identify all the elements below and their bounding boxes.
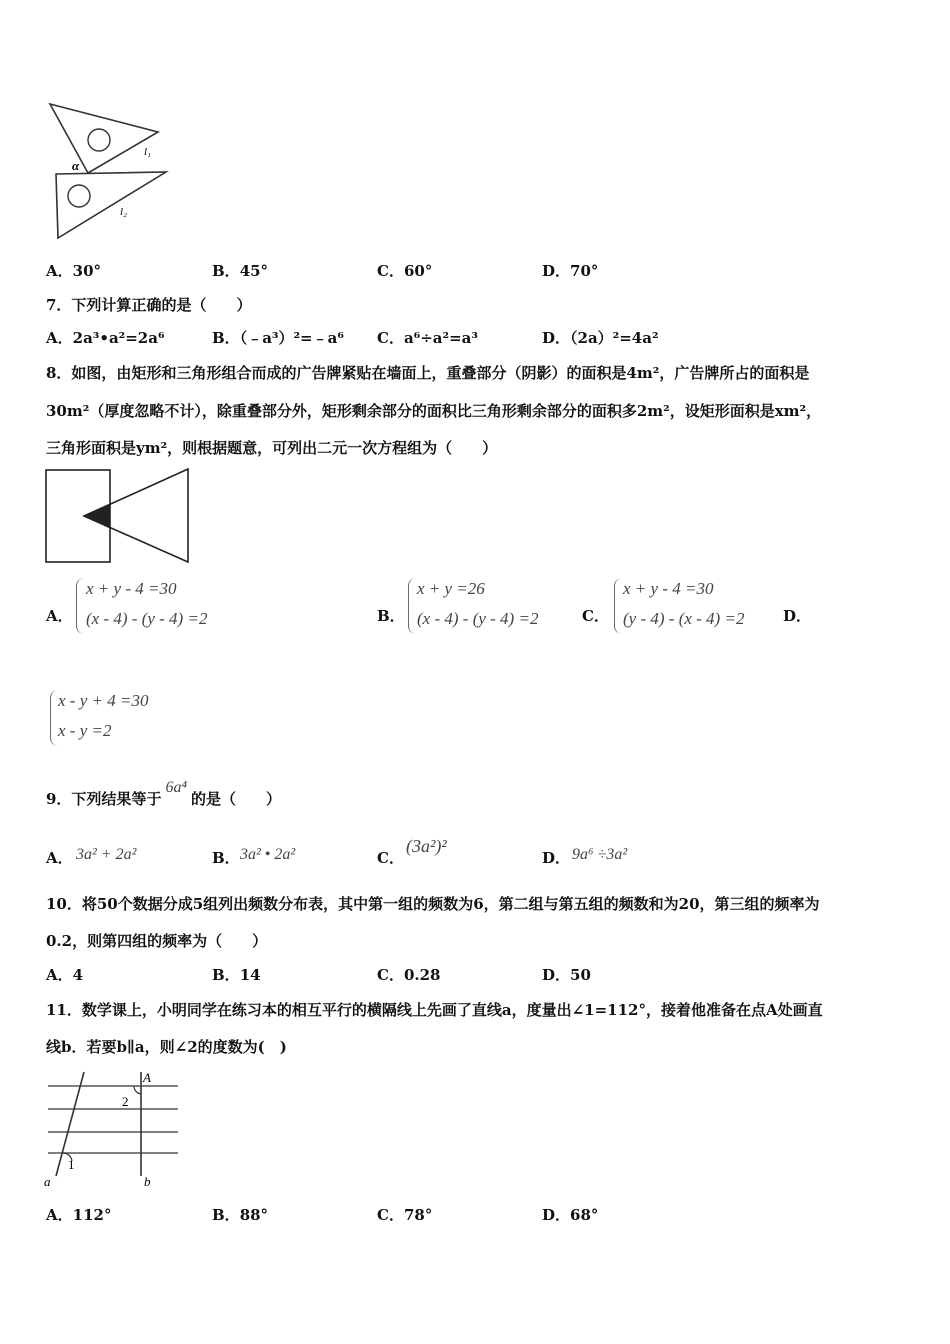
- q8-option-b-eq1: x + y =26: [417, 579, 485, 598]
- q9-option-a-expr: 3a² + 2a²: [76, 846, 137, 863]
- q11-label-a: a: [44, 1174, 51, 1189]
- option-text: 112°: [72, 1206, 112, 1224]
- q7-option-b[interactable]: [212, 328, 344, 348]
- option-text: 68°: [570, 1206, 599, 1224]
- option-text: 45°: [239, 262, 269, 280]
- q11-angle-2-arc: [134, 1086, 141, 1094]
- q8-option-a-brace: [76, 578, 85, 634]
- q8-option-d-letter[interactable]: D．: [783, 607, 812, 625]
- q11-label-2: 2: [122, 1094, 129, 1109]
- option-text: 78°: [403, 1206, 433, 1224]
- q6-figure: [48, 100, 178, 245]
- q8-shaded-overlap: [84, 504, 110, 528]
- q6-option-c[interactable]: [377, 261, 432, 281]
- q9-option-b-letter[interactable]: B．: [212, 849, 240, 867]
- option-text: 14: [239, 966, 261, 984]
- q11-option-b[interactable]: [212, 1205, 268, 1225]
- q6-upper-hole: [88, 129, 110, 151]
- q10-stem-line2: 0.2，则第四组的频率为（ ）: [46, 932, 268, 950]
- q10-option-b[interactable]: [212, 965, 261, 985]
- q9-option-d-expr: 9a⁶ ÷3a²: [572, 846, 628, 863]
- q8-option-c-brace: [614, 578, 623, 634]
- option-text: 0.28: [403, 966, 441, 984]
- option-text: （2a）²=4a²: [570, 329, 659, 347]
- q8-option-a-letter[interactable]: A．: [46, 607, 73, 625]
- option-text: 4: [72, 966, 84, 984]
- option-letter: A．: [46, 262, 73, 280]
- option-text: 60°: [403, 262, 433, 280]
- q6-alpha-label: α: [72, 158, 80, 173]
- q11-label-b: b: [144, 1174, 151, 1189]
- q8-option-d-eq1: x - y + 4 =30: [58, 691, 149, 710]
- option-letter: B．: [212, 262, 240, 280]
- option-text: 50: [570, 966, 591, 984]
- q7-option-d[interactable]: [542, 328, 659, 348]
- q8-stem-line3: 三角形面积是ym²，则根据题意，可列出二元一次方程组为（ ）: [46, 439, 498, 457]
- option-letter: A．: [46, 966, 73, 984]
- q11-figure: [42, 1066, 184, 1192]
- option-text: 70°: [570, 262, 599, 280]
- q11-option-c[interactable]: [377, 1205, 432, 1225]
- option-letter: D．: [542, 1206, 571, 1224]
- q9-stem-expr: 6a⁴: [165, 779, 188, 796]
- q8-option-c-letter[interactable]: C．: [582, 607, 609, 625]
- q11-stem-line2: 线b．若要b∥a，则∠2的度数为( ): [46, 1038, 287, 1056]
- q11-stem-line1: 11．数学课上，小明同学在练习本的相互平行的横隔线上先画了直线a，度量出∠1=112°，接着他准备在点A处画直: [46, 1001, 823, 1019]
- q8-stem-line2: 30m²（厚度忽略不计），除重叠部分外，矩形剩余部分的面积比三角形剩余部分的面积多2m²，设矩形面积是xm²，: [46, 402, 822, 420]
- q8-option-a-eq1: x + y - 4 =30: [86, 579, 177, 598]
- option-letter: D．: [542, 262, 571, 280]
- option-text: 88°: [239, 1206, 269, 1224]
- q9-option-d-letter[interactable]: D．: [542, 849, 571, 867]
- q9-option-c-letter[interactable]: C．: [377, 849, 404, 867]
- q8-stem-line1: 8．如图，由矩形和三角形组合而成的广告牌紧贴在墙面上，重叠部分（阴影）的面积是4m²，广告牌所占的面积是: [46, 364, 810, 382]
- q9-option-b-expr: 3a² • 2a²: [240, 846, 296, 863]
- q8-option-d-eq2: x - y =2: [58, 721, 112, 740]
- option-letter: B．: [212, 1206, 240, 1224]
- q9-stem-post: 的是（ ）: [191, 790, 282, 808]
- option-letter: A．: [46, 329, 73, 347]
- option-letter: D．: [542, 329, 571, 347]
- q7-stem: 7．下列计算正确的是（ ）: [46, 296, 252, 314]
- q10-option-c[interactable]: [377, 965, 441, 985]
- q11-option-a[interactable]: [46, 1205, 111, 1225]
- q7-option-a[interactable]: [46, 328, 165, 348]
- q8-option-b-eq2: (x - 4) - (y - 4) =2: [417, 609, 539, 628]
- option-letter: C．: [377, 329, 404, 347]
- option-text: （﹣a³）²=﹣a⁶: [239, 329, 344, 347]
- q6-upper-triangle: [50, 104, 158, 173]
- q6-l2-label: l₂: [120, 206, 127, 218]
- option-letter: D．: [542, 966, 571, 984]
- q10-stem-line1: 10．将50个数据分成5组列出频数分布表，其中第一组的频数为6，第二组与第五组的频数和为20，第三组的频率为: [46, 895, 820, 913]
- option-letter: C．: [377, 966, 404, 984]
- q8-option-b-letter[interactable]: B．: [377, 607, 405, 625]
- option-letter: B．: [212, 966, 240, 984]
- q11-option-d[interactable]: [542, 1205, 598, 1225]
- option-text: 2a³•a²=2a⁶: [72, 329, 165, 347]
- option-text: a⁶÷a²=a³: [403, 329, 478, 347]
- option-letter: B．: [212, 329, 240, 347]
- q6-l1-label: l₁: [144, 146, 151, 158]
- q8-option-c-eq1: x + y - 4 =30: [623, 579, 714, 598]
- q11-label-1: 1: [68, 1157, 75, 1172]
- q10-option-d[interactable]: [542, 965, 591, 985]
- option-letter: C．: [377, 262, 404, 280]
- q11-label-A: A: [143, 1070, 151, 1085]
- q8-figure: [44, 466, 194, 566]
- q9-stem: [46, 779, 282, 810]
- option-text: 30°: [72, 262, 102, 280]
- q8-option-b-brace: [408, 578, 417, 634]
- q6-lower-hole: [68, 185, 90, 207]
- q6-option-d[interactable]: [542, 261, 598, 281]
- q6-option-a[interactable]: [46, 261, 101, 281]
- q8-option-c-eq2: (y - 4) - (x - 4) =2: [623, 609, 745, 628]
- q9-option-a-letter[interactable]: A．: [46, 849, 73, 867]
- q10-option-a[interactable]: [46, 965, 83, 985]
- q6-option-b[interactable]: [212, 261, 268, 281]
- q9-option-c-expr: (3a²)²: [406, 836, 447, 856]
- option-letter: A．: [46, 1206, 73, 1224]
- q8-option-a-eq2: (x - 4) - (y - 4) =2: [86, 609, 208, 628]
- option-letter: C．: [377, 1206, 404, 1224]
- q9-stem-pre: 9．下列结果等于: [46, 790, 162, 808]
- q7-option-c[interactable]: [377, 328, 478, 348]
